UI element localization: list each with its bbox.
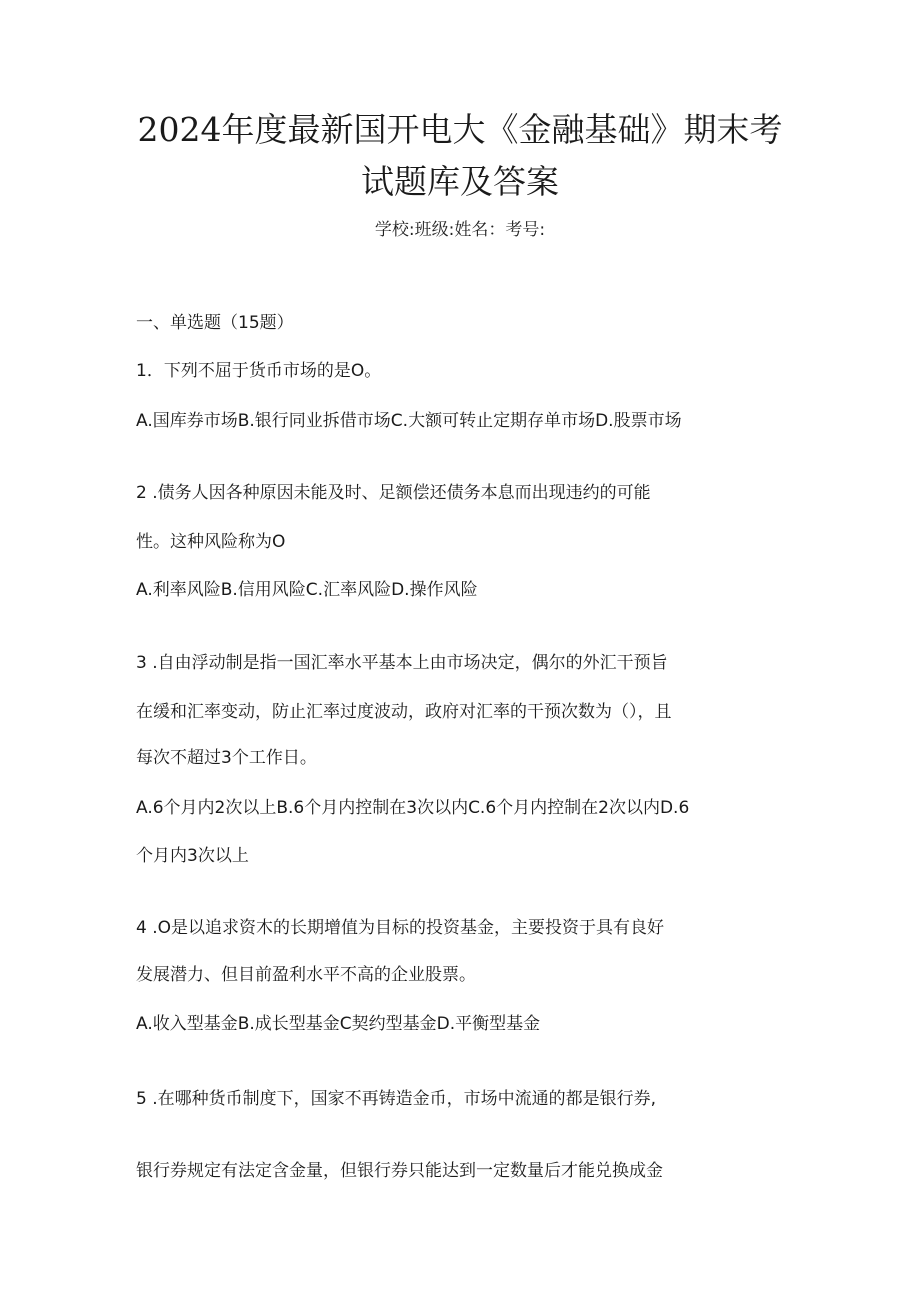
question-4-options-line-1: A.收入型基金B.成长型基金C契约型基金D.平衡型基金 bbox=[136, 1014, 541, 1034]
question-3-stem-line-3: 每次不超过3个工作日。 bbox=[136, 748, 317, 768]
question-3-options-line-1: A.6个月内2次以上B.6个月内控制在3次以内C.6个月内控制在2次以内D.6 bbox=[136, 798, 690, 818]
question-3-stem-line-1: 3 .自由浮动制是指一国汇率水平基本上由市场决定，偶尔的外汇干预旨 bbox=[136, 653, 668, 673]
question-2-options-line-1: A.利率风险B.信用风险C.汇率风险D.操作风险 bbox=[136, 580, 478, 600]
section-heading: 一、单选题（15题） bbox=[136, 313, 294, 333]
question-5-stem-line-2: 银行券规定有法定含金量，但银行券只能达到一定数量后才能兑换成金 bbox=[136, 1161, 663, 1181]
question-2-stem-line-2: 性。这种风险称为O bbox=[136, 532, 286, 552]
document-title-line-2: 试题库及答案 bbox=[361, 162, 559, 201]
question-4-stem-line-2: 发展潜力、但目前盈利水平不高的企业股票。 bbox=[136, 965, 476, 985]
question-3-options-line-2: 个月内3次以上 bbox=[136, 846, 249, 866]
document-title-line-1: 2024年度最新国开电大《金融基础》期末考 bbox=[137, 110, 783, 149]
question-1-options-line-1: A.国库券市场B.银行同业拆借市场C.大额可转止定期存单市场D.股票市场 bbox=[136, 411, 682, 431]
question-3-stem-line-2: 在缓和汇率变动，防止汇率过度波动，政府对汇率的干预次数为（），且 bbox=[136, 702, 672, 722]
question-5-stem-line-1: 5 .在哪种货币制度下，国家不再铸造金币，市场中流通的都是银行券, bbox=[136, 1089, 657, 1109]
student-info-line: 学校:班级:姓名：考号: bbox=[374, 220, 546, 240]
question-1-stem-line-1: 1．下列不屈于货币市场的是O。 bbox=[136, 361, 382, 381]
question-4-stem-line-1: 4 .O是以追求资木的长期增值为目标的投资基金，主要投资于具有良好 bbox=[136, 918, 665, 938]
question-2-stem-line-1: 2 .债务人因各种原因未能及时、足额偿还债务本息而出现违约的可能 bbox=[136, 483, 651, 503]
